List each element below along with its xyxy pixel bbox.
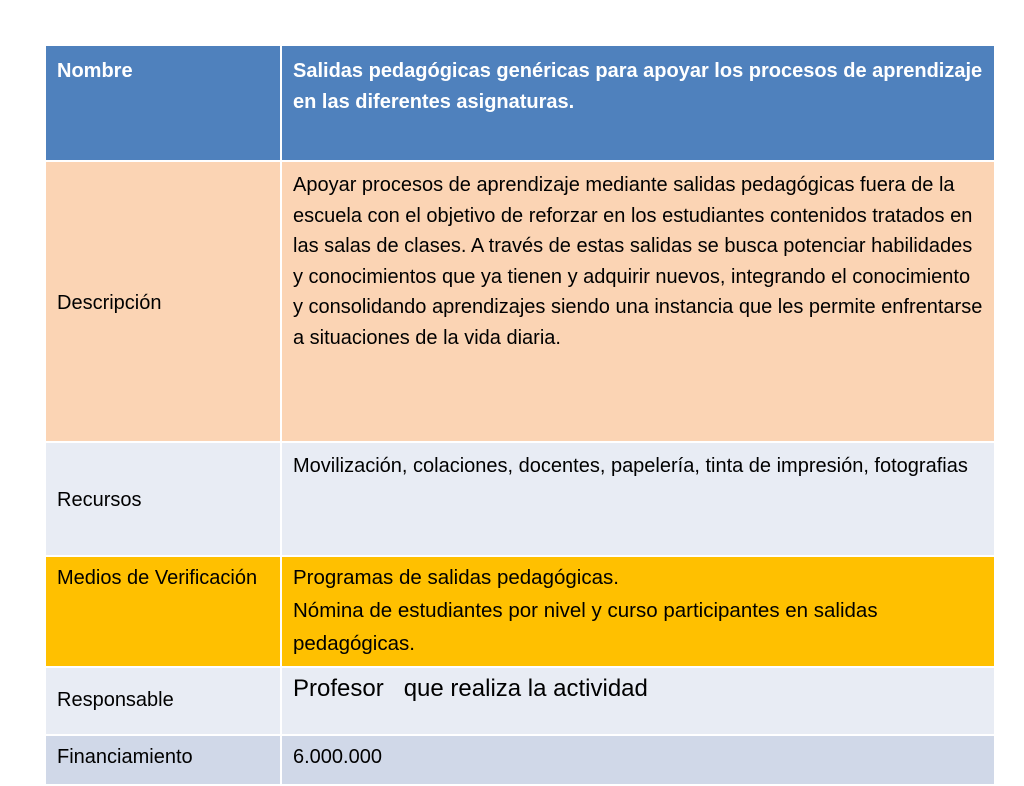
table-row-medios-de-verificacion — [45, 556, 995, 667]
medios-line-nomina: Nómina de estudiantes por nivel y curso participantes en salidas pedagógicas. — [293, 599, 878, 655]
table-row-financiamiento — [45, 735, 995, 785]
row-label-financiamiento: Financiamiento — [45, 735, 281, 785]
table-row-descripcion — [45, 161, 995, 442]
row-value-medios-de-verificacion — [281, 556, 995, 667]
row-label-nombre: Nombre — [45, 45, 281, 161]
row-label-medios-de-verificacion: Medios de Verificación — [45, 556, 281, 667]
row-value-descripcion: Apoyar procesos de aprendizaje mediante salidas pedagógicas fuera de la escuela con el objetivo de reforzar en los estudiantes contenidos tratados en las salas de clases. A través de estas salidas se busca potenciar habilidades y conocimientos que ya tienen y adquirir nuevos, integrando el conocimiento y consolidando aprendizajes siendo una instancia que les permite enfrentarse a situaciones de la vida diaria. — [281, 161, 995, 442]
project-info-table — [44, 44, 996, 786]
table-row-nombre — [45, 45, 995, 161]
row-label-recursos: Recursos — [45, 442, 281, 556]
row-label-responsable: Responsable — [45, 667, 281, 735]
row-value-recursos: Movilización, colaciones, docentes, papelería, tinta de impresión, fotografias — [281, 442, 995, 556]
table-row-responsable — [45, 667, 995, 735]
medios-line-programas: Programas de salidas pedagógicas. — [293, 566, 619, 589]
table-row-recursos — [45, 442, 995, 556]
row-value-nombre: Salidas pedagógicas genéricas para apoyar los procesos de aprendizaje en las diferentes asignaturas. — [281, 45, 995, 161]
row-value-financiamiento: 6.000.000 — [281, 735, 995, 785]
row-label-descripcion: Descripción — [45, 161, 281, 442]
row-value-responsable: Profesor que realiza la actividad — [281, 667, 995, 735]
